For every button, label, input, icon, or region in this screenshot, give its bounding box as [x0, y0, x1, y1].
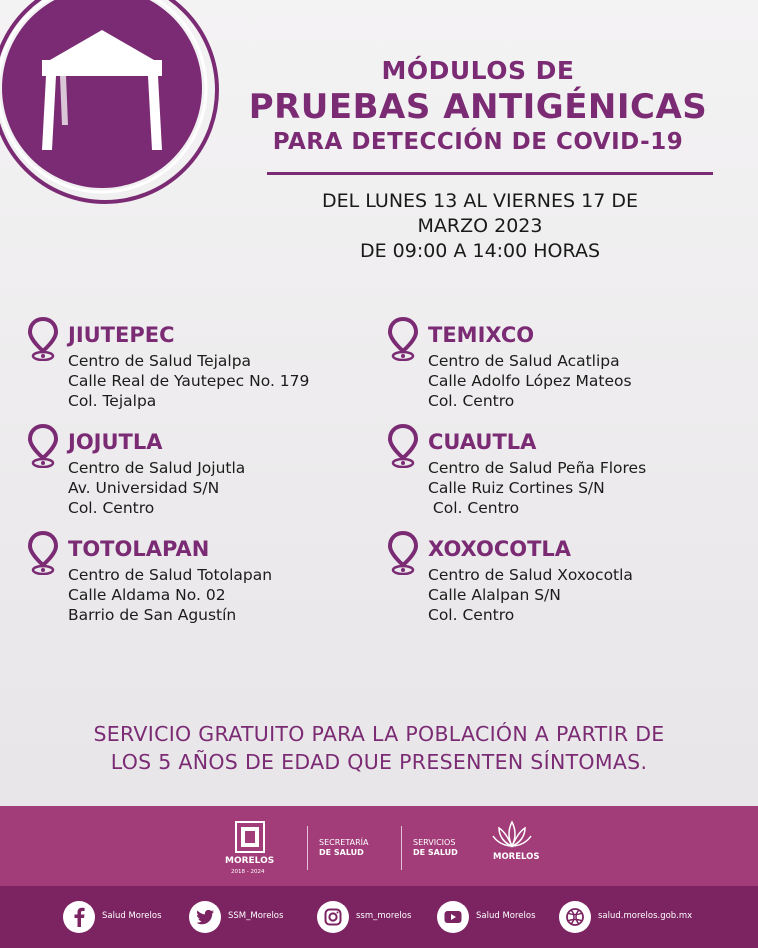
location-pin-icon	[28, 531, 58, 575]
location-center: Centro de Salud Acatlipa	[428, 352, 620, 370]
secretaria-line-1: SECRETARÍA	[319, 838, 369, 847]
social-label: ssm_morelos	[356, 911, 412, 921]
location-street: Av. Universidad S/N	[68, 479, 220, 497]
location-center: Centro de Salud Totolapan	[68, 566, 273, 584]
main-title	[230, 56, 726, 155]
social-label: Salud Morelos	[102, 911, 162, 921]
location-area: Col. Centro	[428, 392, 515, 410]
servicios-line-1: SERVICIOS	[413, 838, 456, 847]
location-center: Centro de Salud Xoxocotla	[428, 566, 633, 584]
location-city: TEMIXCO	[428, 323, 535, 347]
morelos-logo-name: MORELOS	[225, 856, 275, 866]
location-pin-icon	[388, 317, 418, 361]
servicios-line-2: DE SALUD	[413, 848, 458, 857]
notice-line-1: SERVICIO GRATUITO PARA LA POBLACIÓN A PARTIR DE	[93, 722, 665, 746]
location-city: JIUTEPEC	[68, 323, 175, 347]
lotus-logo-icon	[491, 818, 533, 850]
secretaria-line-2: DE SALUD	[319, 848, 364, 857]
instagram-icon	[316, 900, 350, 934]
location-street: Calle Ruiz Cortines S/N	[428, 479, 605, 497]
service-notice	[20, 720, 738, 776]
web-icon	[558, 900, 592, 934]
social-label: Salud Morelos	[476, 911, 536, 921]
social-bar	[0, 886, 758, 948]
morelos-logo-years: 2018 - 2024	[231, 869, 265, 875]
location-center: Centro de Salud Peña Flores	[428, 459, 647, 477]
location-city: TOTOLAPAN	[68, 537, 210, 561]
location-pin-icon	[388, 424, 418, 468]
youtube-icon	[436, 900, 470, 934]
logo-band	[0, 806, 758, 886]
notice-line-2: LOS 5 AÑOS DE EDAD QUE PRESENTEN SÍNTOMAS.	[110, 750, 648, 774]
location-area: Barrio de San Agustín	[68, 606, 237, 624]
title-divider	[267, 172, 713, 175]
morelos-shield-icon	[233, 820, 267, 854]
title-line-1: MÓDULOS DE	[381, 56, 575, 85]
social-label: salud.morelos.gob.mx	[598, 911, 693, 921]
location-area: Col. Tejalpa	[68, 392, 157, 410]
location-street: Calle Adolfo López Mateos	[428, 372, 632, 390]
schedule-line-1: DEL LUNES 13 AL VIERNES 17 DE	[322, 190, 638, 212]
title-line-3: PARA DETECCIÓN DE COVID-19	[272, 129, 684, 155]
location-street: Calle Aldama No. 02	[68, 586, 226, 604]
location-pin-icon	[28, 317, 58, 361]
title-line-2: PRUEBAS ANTIGÉNICAS	[248, 87, 708, 127]
facebook-icon	[62, 900, 96, 934]
schedule-line-3: DE 09:00 A 14:00 HORAS	[359, 240, 601, 262]
anfitrion-logo-name: MORELOS	[493, 852, 540, 862]
social-label: SSM_Morelos	[228, 911, 284, 921]
schedule-line-2: MARZO 2023	[417, 215, 543, 237]
schedule-text	[270, 189, 690, 264]
location-street: Calle Alalpan S/N	[428, 586, 561, 604]
location-city: XOXOCOTLA	[428, 537, 572, 561]
tent-emblem	[0, 0, 230, 230]
location-area: Col. Centro	[428, 606, 515, 624]
location-city: JOJUTLA	[68, 430, 163, 454]
location-pin-icon	[28, 424, 58, 468]
logo-divider	[401, 826, 402, 870]
location-street: Calle Real de Yautepec No. 179	[68, 372, 310, 390]
logo-divider	[307, 826, 308, 870]
location-area: Col. Centro	[68, 499, 155, 517]
location-city: CUAUTLA	[428, 430, 537, 454]
location-center: Centro de Salud Jojutla	[68, 459, 246, 477]
twitter-icon	[188, 900, 222, 934]
location-center: Centro de Salud Tejalpa	[68, 352, 252, 370]
location-area: Col. Centro	[428, 499, 520, 517]
location-pin-icon	[388, 531, 418, 575]
